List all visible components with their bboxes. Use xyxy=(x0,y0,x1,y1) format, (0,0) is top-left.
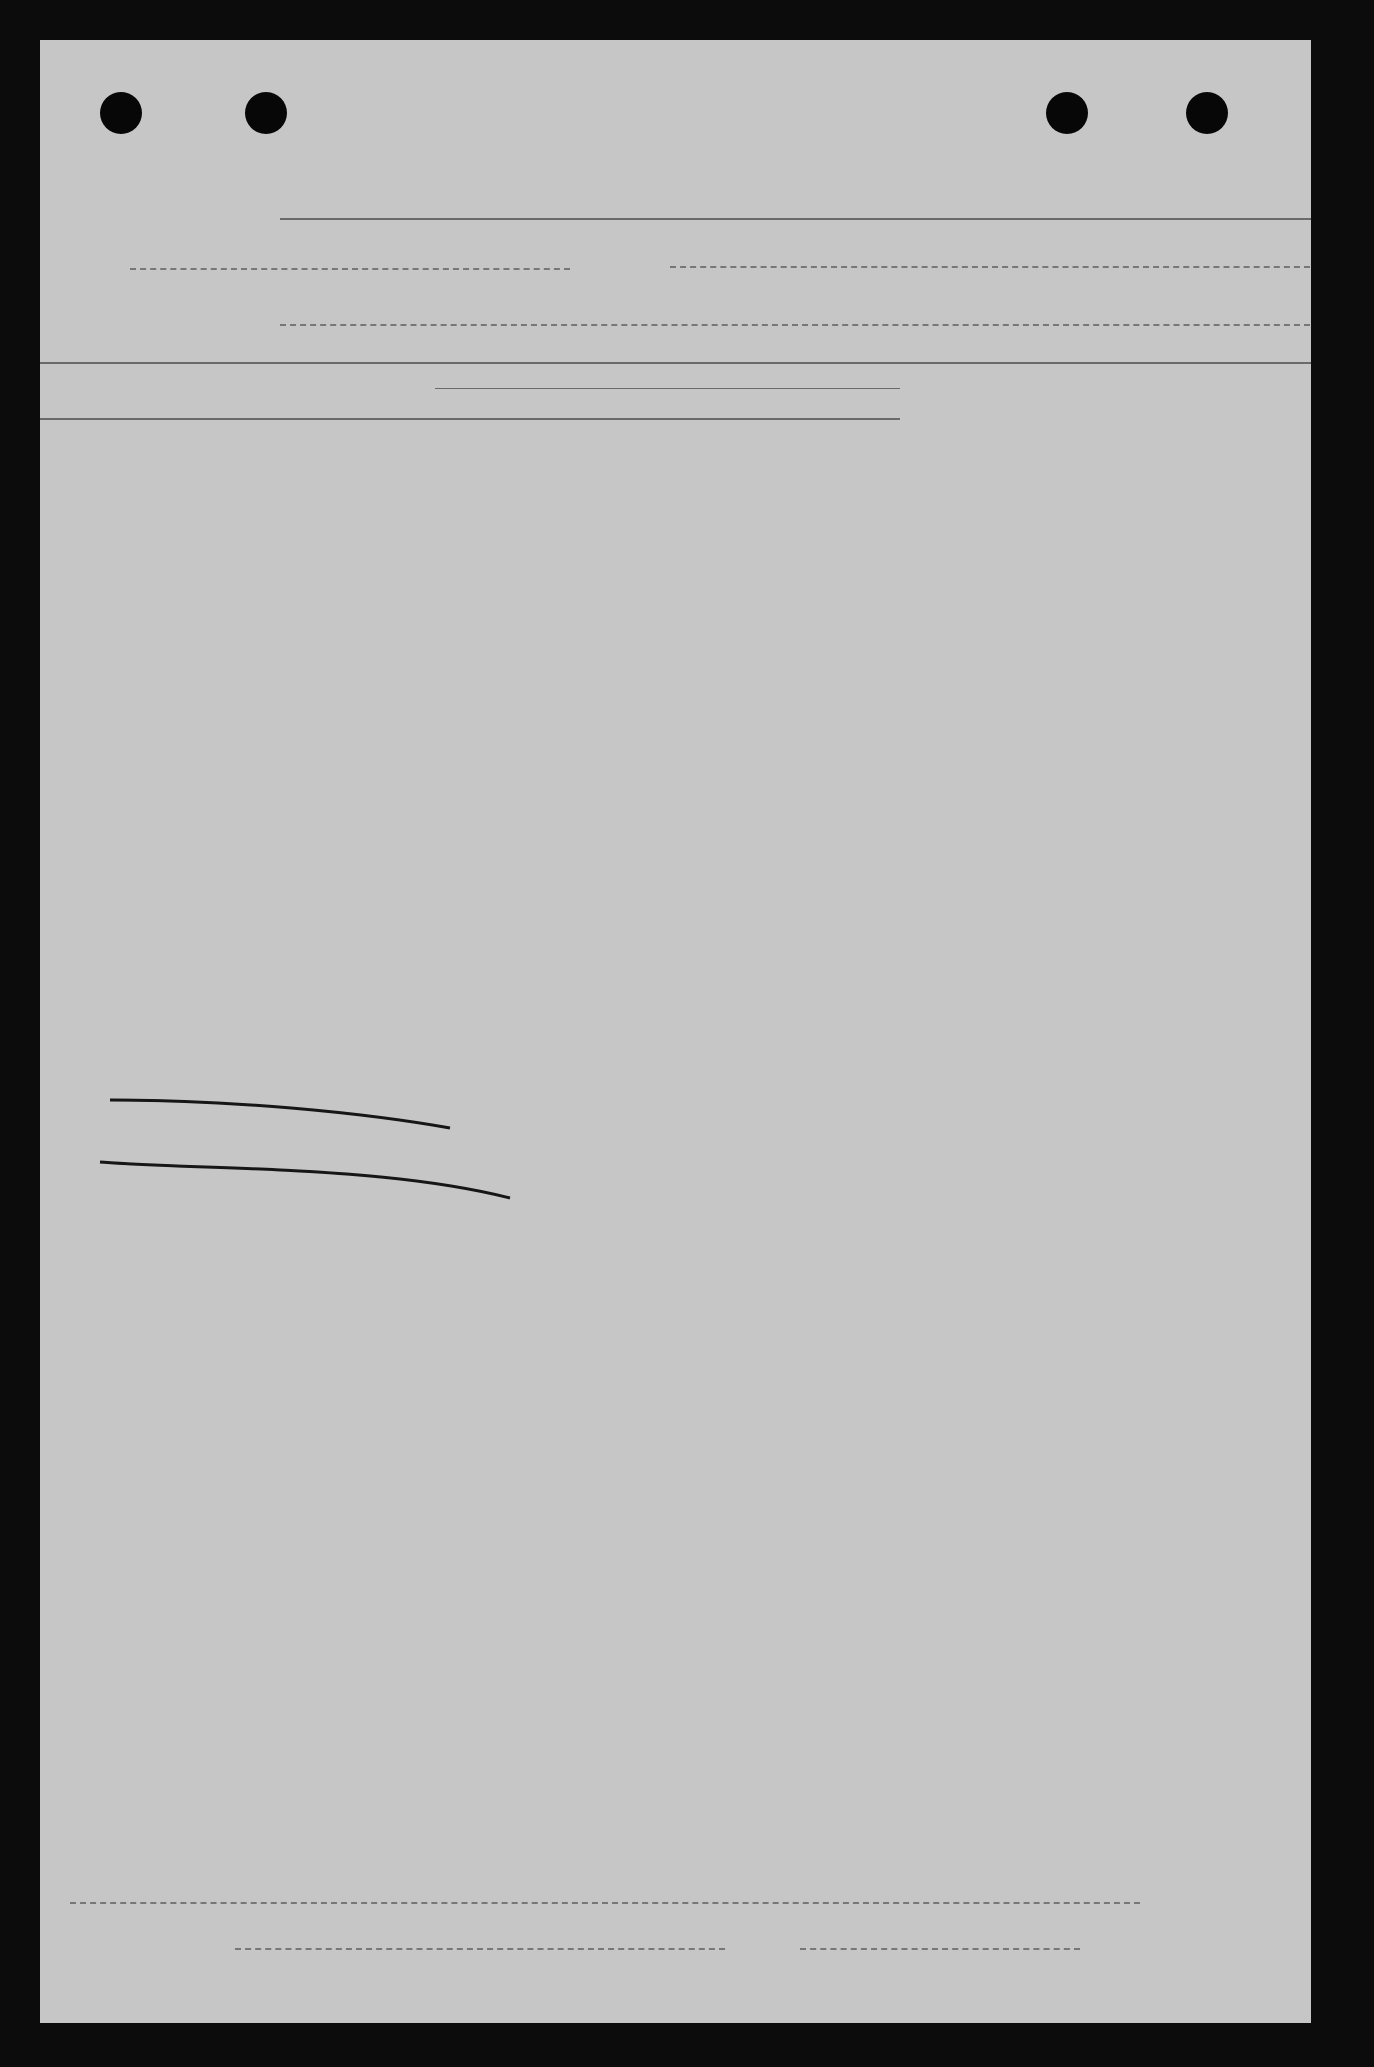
punch-hole xyxy=(100,92,142,134)
punch-hole xyxy=(245,92,287,134)
header-rule xyxy=(40,418,900,420)
punch-hole xyxy=(1046,92,1088,134)
flight-underline xyxy=(670,266,1310,268)
table-top-rule xyxy=(40,362,1311,364)
owner-use-rule xyxy=(435,388,900,389)
punch-hole xyxy=(1186,92,1228,134)
manifest-sheet xyxy=(40,40,1311,2023)
page-underline xyxy=(800,1948,1080,1950)
footer-rule xyxy=(70,1902,1140,1904)
owner-underline xyxy=(280,218,1311,220)
aircraft-underline xyxy=(130,268,570,270)
handwritten-bracket xyxy=(80,1080,520,1230)
prepared-underline xyxy=(235,1948,725,1950)
embark-underline xyxy=(280,324,1310,326)
